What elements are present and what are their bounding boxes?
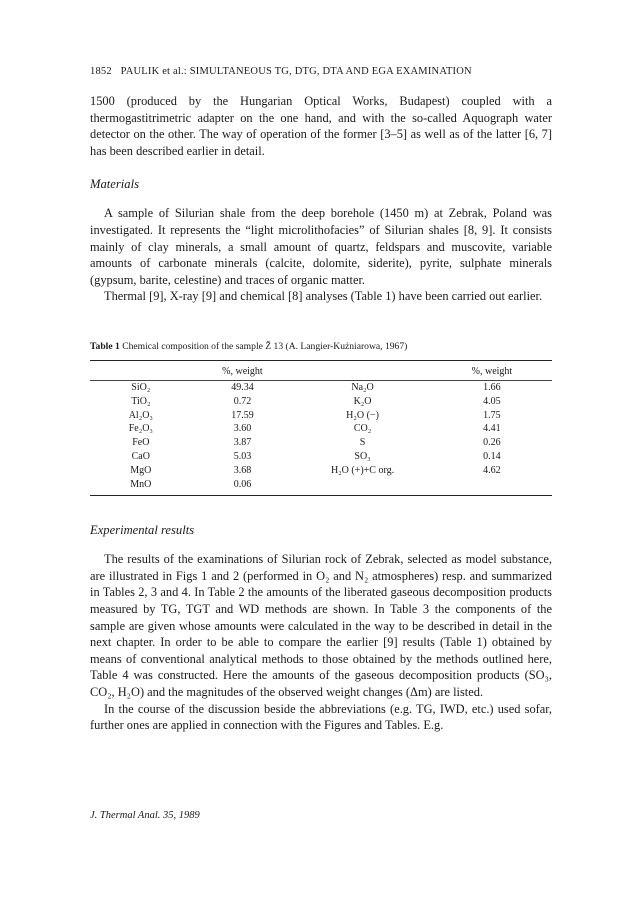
materials-paragraph-1: A sample of Silurian shale from the deep borehole (1450 m) at Zebrak, Poland was investigated. It represents the “light microlithofacies” of Silurian shales [8, 9]. It consists mainly of clay minerals, a small amount of quartz, feldspars and muscovite, variable amounts of carbonate minerals (calcite, dolomite, siderite), pyrite, sulphate minerals (gypsum, barite, celestine) and traces of organic matter. xyxy=(90,206,552,287)
table-header-weight-right: %, weight xyxy=(432,363,552,381)
value-cell: 3.60 xyxy=(233,423,252,435)
compound-cell: Na₂O xyxy=(351,381,374,393)
materials-paragraph-2: Thermal [9], X-ray [9] and chemical [8] analyses (Table 1) have been carried out earlier. xyxy=(104,289,543,304)
compound-cell xyxy=(293,479,432,496)
intro-paragraph: 1500 (produced by the Hungarian Optical Works, Budapest) coupled with a thermogastitrimetric adapter on the one hand, and with the so-called Aquograph water detector on the other. The way of operation of the former [3–5] as well as of the latter [6, 7] has been described earlier in detail. xyxy=(90,94,552,158)
table-row xyxy=(90,423,552,437)
compound-cell: Fe₂O₃ xyxy=(128,423,153,435)
compound-cell: SO₃ xyxy=(354,451,371,463)
table-header-weight-left: %, weight xyxy=(192,363,294,381)
compound-cell: CO₂ xyxy=(353,423,372,435)
journal-footer: J. Thermal Anal. 35, 1989 xyxy=(90,810,200,821)
value-cell: 0.26 xyxy=(483,437,501,449)
materials-heading: Materials xyxy=(90,177,139,192)
value-cell: 3.68 xyxy=(233,465,252,477)
compound-cell: H₂O (−) xyxy=(346,409,379,421)
value-cell: 4.41 xyxy=(483,423,501,435)
compound-cell: SiO₂ xyxy=(131,381,151,393)
value-cell: 4.62 xyxy=(483,465,501,477)
table-label: Table 1 xyxy=(90,340,120,352)
value-cell: 17.59 xyxy=(231,409,254,421)
compound-cell: Al₂O₃ xyxy=(128,409,153,421)
table-row xyxy=(90,380,552,394)
table-row xyxy=(90,451,552,465)
results-paragraph-1: The results of the examinations of Silurian rock of Zebrak, selected as model substance, are illustrated in Figs 1 and 2 (performed in O₂ and N₂ atmospheres) resp. and summarized in Tables 2, 3 and 4. In Table 2 the amounts of the liberated gaseous decomposition products measured by TG, TGT and WD methods are shown. In Table 3 the components of the sample are given whose amounts were calculated in the way to be described in detail in the next chapter. In order to be able to compare the earlier [9] results (Table 1) obtained by means of conventional analytical methods to those obtained by the methods outlined here, Table 4 was constructed. Here the amounts of the gaseous decomposition products (SO₃, CO₂, H₂O) and the magnitudes of the observed weight changes (Δm) are listed. xyxy=(90,552,552,699)
value-cell: 49.34 xyxy=(231,381,254,393)
table-caption-text: Chemical composition of the sample Ž 13 (A. Langier-Kuźniarowa, 1967) xyxy=(122,340,408,352)
table-row xyxy=(90,479,552,496)
value-cell: 1.75 xyxy=(483,409,501,421)
page-body xyxy=(90,66,552,734)
value-cell: 0.06 xyxy=(233,479,252,491)
results-paragraph-2: In the course of the discussion beside the abbreviations (e.g. TG, IWD, etc.) used sofar, further ones are applied in connection with the Figures and Tables. E.g. xyxy=(90,701,552,733)
table-row xyxy=(90,465,552,479)
value-cell: 0.14 xyxy=(483,451,501,463)
compound-cell: MnO xyxy=(130,479,152,491)
results-heading: Experimental results xyxy=(90,523,195,538)
compound-cell: FeO xyxy=(132,437,150,449)
table-row xyxy=(90,437,552,451)
running-title: PAULIK et al.: SIMULTANEOUS TG, DTG, DTA AND EGA EXAMINATION xyxy=(120,66,472,77)
value-cell: 4.05 xyxy=(483,395,501,407)
compound-cell: CaO xyxy=(131,451,150,463)
value-cell: 3.87 xyxy=(233,437,252,449)
value-cell xyxy=(432,479,552,496)
table-row xyxy=(90,409,552,423)
compound-cell: TiO₂ xyxy=(131,395,151,407)
compound-cell: MgO xyxy=(130,465,152,477)
table-row xyxy=(90,395,552,409)
running-header xyxy=(90,66,552,77)
value-cell: 1.66 xyxy=(483,381,501,393)
table-header-blank-left xyxy=(90,363,192,381)
value-cell: 0.72 xyxy=(233,395,252,407)
table-header-blank-right xyxy=(293,363,432,381)
page-number: 1852 xyxy=(90,66,112,77)
value-cell: 5.03 xyxy=(233,451,252,463)
compound-cell: S xyxy=(359,437,366,449)
chemical-composition-table xyxy=(90,360,552,497)
table-caption xyxy=(90,341,552,352)
compound-cell: K₂O xyxy=(353,395,372,407)
compound-cell: H₂O (+)+C org. xyxy=(330,465,395,477)
